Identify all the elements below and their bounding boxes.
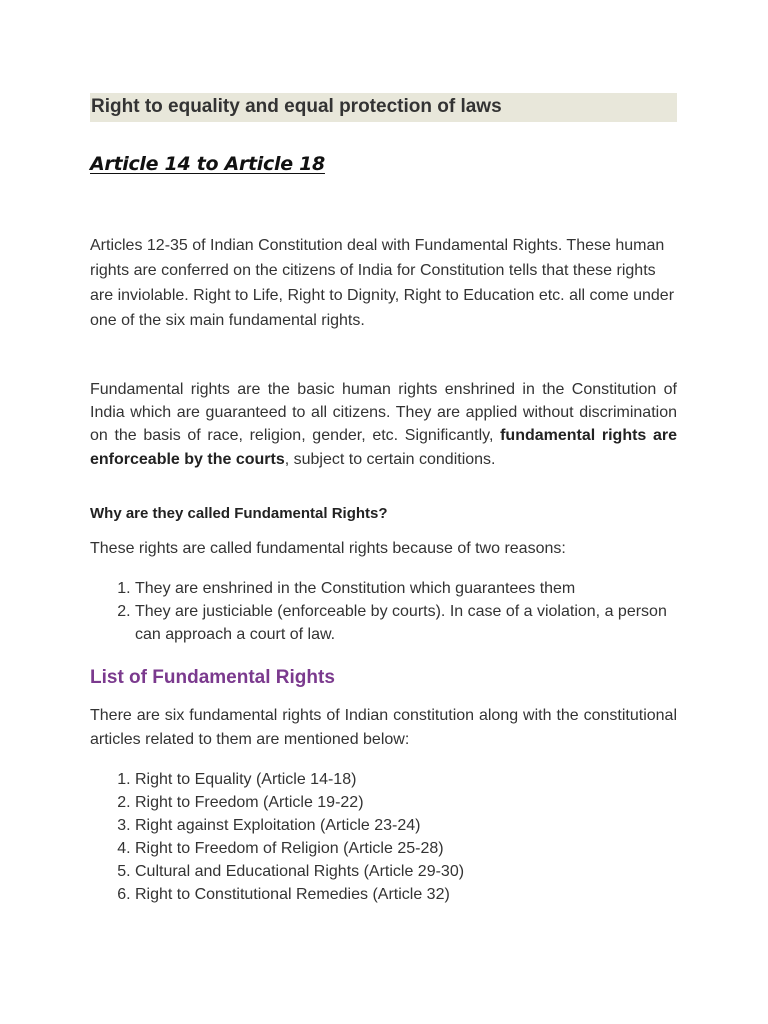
list-item: 2. They are justiciable (enforceable by courts). In case of a violation, a person can approach a court of law. <box>135 600 677 646</box>
rights-list <box>90 768 677 906</box>
list-item: 4. Right to Freedom of Religion (Article 25-28) <box>135 837 677 860</box>
why-paragraph: These rights are called fundamental rights because of two reasons: <box>90 540 566 557</box>
list-item: 1. Right to Equality (Article 14-18) <box>135 768 677 791</box>
list-item: 2. Right to Freedom (Article 19-22) <box>135 791 677 814</box>
reasons-list <box>90 577 677 646</box>
definition-paragraph <box>90 378 677 471</box>
rights-intro-paragraph: There are six fundamental rights of Indian constitution along with the constitutional articles related to them are mentioned below: <box>90 707 677 748</box>
list-item: 3. Right against Exploitation (Article 23-24) <box>135 814 677 837</box>
definition-text-start: Fundamental rights are the basic human rights enshrined in the Constitution of India which are guaranteed to all citizens. They are applied without discrimination on the basis of race, religion, gender, etc. Significantly, <box>90 381 677 445</box>
document-title: Right to equality and equal protection of laws <box>90 93 677 122</box>
list-item: 5. Cultural and Educational Rights (Article 29-30) <box>135 860 677 883</box>
definition-text-end: , subject to certain conditions. <box>284 450 496 468</box>
intro-paragraph: Articles 12-35 of Indian Constitution deal with Fundamental Rights. These human rights are conferred on the citizens of India for Constitution tells that these rights are inviolable. Right to Life, Right to Dignity, Right to Education etc. all come under one of the six main fundamental rights. <box>90 237 675 329</box>
article-range-heading: Article 14 to Article 18 <box>90 153 325 175</box>
why-heading: Why are they called Fundamental Rights? <box>90 505 388 522</box>
rights-list-heading: List of Fundamental Rights <box>90 667 335 688</box>
definition-bold-text: fundamental rights are enforceable by the courts <box>90 427 677 468</box>
list-item: 1. They are enshrined in the Constitution which guarantees them <box>135 577 677 600</box>
list-item: 6. Right to Constitutional Remedies (Article 32) <box>135 883 677 906</box>
